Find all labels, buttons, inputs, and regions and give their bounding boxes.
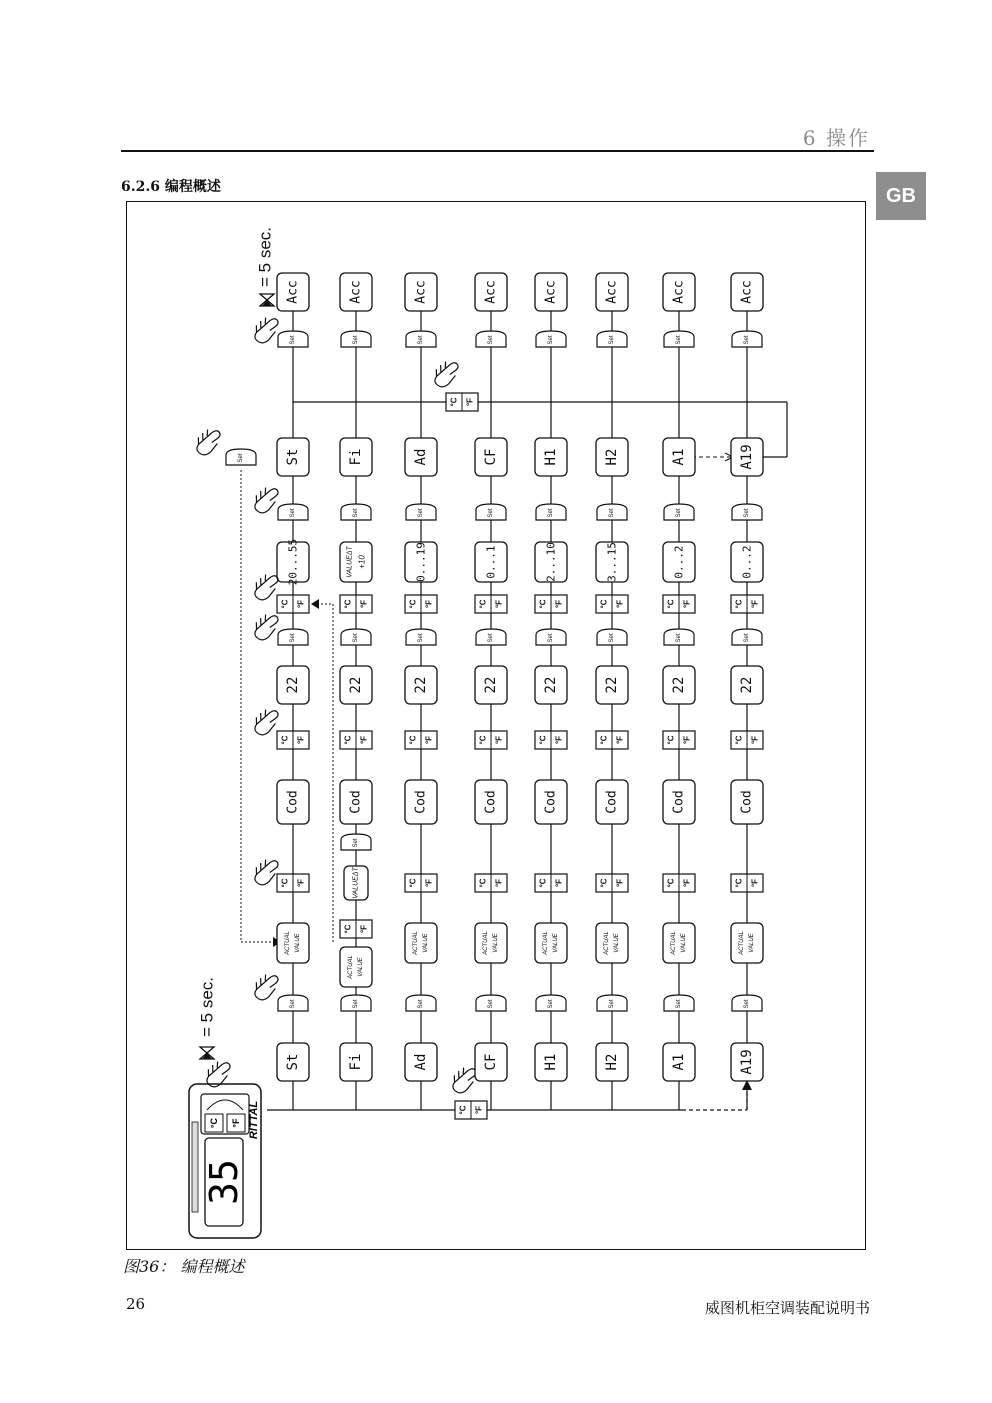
set-key-param bbox=[406, 504, 436, 520]
unit-f-label: °F bbox=[465, 397, 475, 407]
set-key-param bbox=[732, 504, 762, 520]
set-key-bottom bbox=[278, 995, 308, 1011]
set-key-label: Set bbox=[290, 335, 296, 345]
device-c-label: °C bbox=[209, 1117, 219, 1129]
set-key-label: Set bbox=[676, 335, 682, 345]
set-key-value bbox=[278, 629, 308, 645]
actual-value-display bbox=[731, 923, 763, 963]
actual-value-line2: VALUE bbox=[423, 933, 429, 953]
set-key-label: Set bbox=[548, 508, 554, 518]
unit-f-label: °F bbox=[750, 735, 760, 745]
actual-value-display bbox=[535, 923, 567, 963]
parameter-label: A19 bbox=[739, 444, 755, 470]
header-rule bbox=[121, 150, 874, 152]
access-display-text: Acc bbox=[348, 280, 364, 304]
unit-key-range bbox=[731, 595, 763, 613]
unit-key-code bbox=[405, 874, 437, 892]
access-display-text: Acc bbox=[413, 280, 429, 304]
parameter-label: H1 bbox=[543, 448, 559, 466]
set-key-bottom bbox=[341, 995, 371, 1011]
access-display-text: Acc bbox=[543, 280, 559, 304]
unit-c-label: °C bbox=[538, 599, 548, 609]
set-key-label: Set bbox=[353, 508, 359, 518]
set-key-label: Set bbox=[418, 999, 424, 1009]
unit-c-label: °C bbox=[599, 878, 609, 888]
hand-outline bbox=[249, 570, 281, 599]
unit-key-value bbox=[277, 731, 309, 749]
actual-value-line1: ACTUAL bbox=[285, 931, 291, 955]
set-key-value bbox=[536, 629, 566, 645]
time-label-bottom: = 5 sec. bbox=[197, 976, 217, 1038]
set-key-label: Set bbox=[353, 999, 359, 1009]
set-key-label: Set bbox=[609, 335, 615, 345]
set-key-value bbox=[664, 629, 694, 645]
set-key-label: Set bbox=[418, 633, 424, 643]
hand-outline bbox=[191, 425, 223, 454]
unit-f-label: °F bbox=[750, 878, 760, 888]
set-key-label: Set bbox=[548, 999, 554, 1009]
access-display-text: Acc bbox=[483, 280, 499, 304]
unit-key-range bbox=[663, 595, 695, 613]
parameter-label-bottom: A1 bbox=[671, 1053, 687, 1071]
unit-c-label: °C bbox=[666, 599, 676, 609]
set-key-top bbox=[476, 331, 506, 347]
parameter-label-bottom: H1 bbox=[543, 1053, 559, 1071]
unit-c-label: °C bbox=[599, 599, 609, 609]
unit-c-label: °C bbox=[280, 599, 290, 609]
range-text: 0...2 bbox=[740, 545, 754, 579]
hourglass-icon-top bbox=[260, 294, 274, 306]
unit-f-label: °F bbox=[615, 735, 625, 745]
set-key-bottom bbox=[406, 995, 436, 1011]
actual-value-display bbox=[277, 923, 309, 963]
set-key-top bbox=[732, 331, 762, 347]
hand-outline bbox=[249, 610, 281, 639]
access-display-text: Acc bbox=[671, 280, 687, 304]
set-key-label: Set bbox=[609, 508, 615, 518]
access-display-text: Acc bbox=[739, 280, 755, 304]
actual-value-line1: ACTUAL bbox=[413, 931, 419, 955]
value-display-text: 22 bbox=[285, 676, 301, 694]
dotted-return-arrow bbox=[311, 599, 319, 609]
hand-outline bbox=[201, 1057, 233, 1086]
code-display-text: Cod bbox=[348, 790, 364, 814]
set-key-label: Set bbox=[353, 838, 359, 848]
actual-value-display bbox=[340, 947, 372, 987]
unit-f-label: °F bbox=[359, 735, 369, 745]
section-title: 6.2.6 编程概述 bbox=[121, 179, 221, 195]
range-text: 2...10 bbox=[544, 542, 558, 582]
unit-key-range bbox=[277, 595, 309, 613]
value-display-text: 22 bbox=[348, 676, 364, 694]
code-display-text: Cod bbox=[739, 790, 755, 814]
hand-press-icon bbox=[249, 970, 284, 1003]
code-display-text: Cod bbox=[413, 790, 429, 814]
unit-c-label: °C bbox=[408, 878, 418, 888]
set-key-label: Set bbox=[744, 508, 750, 518]
unit-c-label: °C bbox=[478, 735, 488, 745]
parameter-label: Ad bbox=[413, 448, 429, 466]
set-key-param bbox=[664, 504, 694, 520]
hand-outline bbox=[429, 357, 461, 386]
device-f-label: °F bbox=[231, 1118, 241, 1128]
unit-c-label: °C bbox=[408, 599, 418, 609]
actual-value-line1: ACTUAL bbox=[671, 931, 677, 955]
set-key-label: Set bbox=[488, 999, 494, 1009]
unit-f-label: °F bbox=[615, 599, 625, 609]
set-key-value bbox=[341, 629, 371, 645]
chapter-title: 6 操作 bbox=[802, 126, 870, 150]
hand-thumb bbox=[258, 987, 277, 1003]
unit-f-label: °F bbox=[615, 878, 625, 888]
unit-c-label: °C bbox=[478, 878, 488, 888]
value-display-text: 22 bbox=[413, 676, 429, 694]
set-key-top bbox=[406, 331, 436, 347]
value-display-text: 22 bbox=[671, 676, 687, 694]
set-key-param bbox=[597, 504, 627, 520]
device-brand-logo: RITTAL bbox=[248, 1100, 260, 1140]
actual-value-line2: VALUE bbox=[493, 933, 499, 953]
actual-value-line1: ACTUAL bbox=[483, 931, 489, 955]
parameter-label-bottom: H2 bbox=[604, 1053, 620, 1071]
unit-c-label: °C bbox=[343, 735, 353, 745]
unit-f-label: °F bbox=[359, 924, 369, 934]
parameter-label-bottom: A19 bbox=[739, 1049, 755, 1075]
unit-c-label: °C bbox=[538, 735, 548, 745]
unit-key-code bbox=[535, 874, 567, 892]
set-key-label: Set bbox=[238, 453, 244, 463]
unit-c-label: °C bbox=[280, 735, 290, 745]
range-display bbox=[340, 542, 372, 582]
unit-key-value bbox=[405, 731, 437, 749]
set-key-label: Set bbox=[676, 508, 682, 518]
set-key-value bbox=[732, 629, 762, 645]
unit-c-label: °C bbox=[734, 599, 744, 609]
set-key-label: Set bbox=[418, 508, 424, 518]
set-key-bottom bbox=[732, 995, 762, 1011]
set-key-label: Set bbox=[609, 999, 615, 1009]
set-key-bottom bbox=[536, 995, 566, 1011]
parameter-label-bottom: Ad bbox=[413, 1053, 429, 1071]
unit-key-value bbox=[475, 731, 507, 749]
range-text: 0...19 bbox=[414, 542, 428, 582]
set-key-label: Set bbox=[488, 508, 494, 518]
hand-thumb bbox=[258, 330, 277, 346]
set-key-top bbox=[341, 331, 371, 347]
set-key-value bbox=[476, 629, 506, 645]
loop-unit-key bbox=[446, 393, 478, 411]
range-text: 0...2 bbox=[672, 545, 686, 579]
unit-key-fi bbox=[340, 920, 372, 938]
set-key-label: Set bbox=[353, 633, 359, 643]
unit-key-value bbox=[731, 731, 763, 749]
unit-c-label: °C bbox=[666, 735, 676, 745]
code-display-text: Cod bbox=[671, 790, 687, 814]
unit-key-range bbox=[340, 595, 372, 613]
parameter-label: Fi bbox=[348, 448, 364, 466]
actual-value-line2: VALUE bbox=[614, 933, 620, 953]
set-key-value bbox=[597, 629, 627, 645]
range-text-line2: +10 bbox=[357, 555, 367, 569]
dotted-return-path bbox=[317, 604, 333, 942]
unit-f-label: °F bbox=[424, 735, 434, 745]
time-label-top: = 5 sec. bbox=[255, 226, 275, 288]
language-tab: GB bbox=[876, 172, 926, 220]
unit-f-label: °F bbox=[682, 599, 692, 609]
unit-key-value bbox=[535, 731, 567, 749]
parameter-label-bottom: St bbox=[285, 1053, 301, 1071]
set-key-label: Set bbox=[488, 633, 494, 643]
unit-f-label: °F bbox=[494, 735, 504, 745]
set-key-label: Set bbox=[290, 999, 296, 1009]
set-key-bottom bbox=[476, 995, 506, 1011]
set-key-param bbox=[476, 504, 506, 520]
unit-c-label: °C bbox=[538, 878, 548, 888]
set-key-label: Set bbox=[548, 633, 554, 643]
unit-f-label: °F bbox=[554, 878, 564, 888]
unit-f-label: °F bbox=[474, 1105, 484, 1115]
code-display-text: Cod bbox=[543, 790, 559, 814]
actual-value-line1: ACTUAL bbox=[604, 931, 610, 955]
side-hand-icon bbox=[191, 425, 226, 458]
code-display-text: Cod bbox=[285, 790, 301, 814]
parameter-label-bottom: CF bbox=[483, 1053, 499, 1071]
unit-c-label: °C bbox=[599, 735, 609, 745]
actual-value-line1: ACTUAL bbox=[543, 931, 549, 955]
bus-unit-key bbox=[455, 1101, 487, 1119]
unit-key-range bbox=[535, 595, 567, 613]
unit-key-range bbox=[596, 595, 628, 613]
hand-thumb bbox=[438, 374, 457, 390]
unit-key-value bbox=[663, 731, 695, 749]
unit-c-label: °C bbox=[408, 735, 418, 745]
set-key-top bbox=[278, 331, 308, 347]
unit-f-label: °F bbox=[296, 735, 306, 745]
value-display-text: 22 bbox=[739, 676, 755, 694]
parameter-label: CF bbox=[483, 448, 499, 466]
hand-thumb bbox=[200, 442, 219, 458]
unit-key-code bbox=[277, 874, 309, 892]
unit-key-range bbox=[475, 595, 507, 613]
unit-f-label: °F bbox=[296, 599, 306, 609]
hand-outline bbox=[249, 970, 281, 999]
hand-outline bbox=[447, 1063, 479, 1092]
hourglass-icon-bottom bbox=[200, 1047, 214, 1059]
set-key-label: Set bbox=[676, 999, 682, 1009]
unit-f-label: °F bbox=[554, 599, 564, 609]
set-key-label: Set bbox=[418, 335, 424, 345]
set-key-label: Set bbox=[744, 633, 750, 643]
range-text: 20...55 bbox=[286, 538, 300, 586]
range-text: 0...1 bbox=[484, 545, 498, 579]
set-key-label: Set bbox=[609, 633, 615, 643]
value-display-text: 22 bbox=[604, 676, 620, 694]
unit-c-label: °C bbox=[734, 735, 744, 745]
hand-thumb bbox=[258, 587, 277, 603]
loop-hand-icon bbox=[429, 357, 464, 390]
unit-c-label: °C bbox=[478, 599, 488, 609]
unit-f-label: °F bbox=[494, 878, 504, 888]
actual-value-line2: VALUE bbox=[295, 933, 301, 953]
unit-f-label: °F bbox=[296, 878, 306, 888]
unit-f-label: °F bbox=[494, 599, 504, 609]
unit-key-value bbox=[340, 731, 372, 749]
set-key-value bbox=[406, 629, 436, 645]
set-key-top bbox=[597, 331, 627, 347]
set-key-top bbox=[536, 331, 566, 347]
actual-value-display bbox=[405, 923, 437, 963]
actual-value-line2: VALUE bbox=[681, 933, 687, 953]
value-display-text: 22 bbox=[483, 676, 499, 694]
hand-thumb bbox=[258, 627, 277, 643]
range-text-line1: VALUEΔT bbox=[346, 546, 354, 578]
unit-f-label: °F bbox=[424, 878, 434, 888]
device-side-grip bbox=[192, 1122, 198, 1212]
device-display-value: 35 bbox=[202, 1159, 246, 1205]
hand-thumb bbox=[258, 722, 277, 738]
unit-f-label: °F bbox=[682, 878, 692, 888]
range-text: 3...15 bbox=[605, 542, 619, 582]
unit-c-label: °C bbox=[343, 599, 353, 609]
actual-value-line2: VALUE bbox=[553, 933, 559, 953]
set-key-fi bbox=[341, 834, 371, 850]
programming-flow-diagram bbox=[127, 202, 867, 1251]
figure-caption: 图36： 编程概述 bbox=[123, 1257, 245, 1276]
page-number: 26 bbox=[126, 1295, 146, 1313]
code-display-text: Cod bbox=[604, 790, 620, 814]
set-key-label: Set bbox=[290, 508, 296, 518]
unit-key-value bbox=[596, 731, 628, 749]
programming-overview-figure bbox=[126, 201, 866, 1250]
unit-c-label: °C bbox=[449, 397, 459, 407]
unit-key-range bbox=[405, 595, 437, 613]
parameter-label: St bbox=[285, 448, 301, 466]
document-title: 威图机柜空调装配说明书 bbox=[704, 1299, 870, 1317]
unit-key-code bbox=[731, 874, 763, 892]
access-display-text: Acc bbox=[604, 280, 620, 304]
actual-value-line2: VALUE bbox=[358, 957, 364, 977]
set-key-param bbox=[278, 504, 308, 520]
value-dt-text: VALUEΔT bbox=[352, 867, 360, 899]
set-key-label: Set bbox=[488, 335, 494, 345]
unit-c-label: °C bbox=[666, 878, 676, 888]
unit-c-label: °C bbox=[734, 878, 744, 888]
unit-f-label: °F bbox=[682, 735, 692, 745]
actual-value-line1: ACTUAL bbox=[739, 931, 745, 955]
actual-value-display bbox=[663, 923, 695, 963]
hand-outline bbox=[249, 483, 281, 512]
unit-f-label: °F bbox=[359, 599, 369, 609]
hand-thumb bbox=[258, 872, 277, 888]
set-key-bottom bbox=[597, 995, 627, 1011]
set-key-label: Set bbox=[744, 335, 750, 345]
hand-thumb bbox=[258, 500, 277, 516]
actual-value-display bbox=[596, 923, 628, 963]
unit-f-label: °F bbox=[750, 599, 760, 609]
unit-f-label: °F bbox=[424, 599, 434, 609]
hand-outline bbox=[249, 313, 281, 342]
unit-key-code bbox=[596, 874, 628, 892]
unit-key-code bbox=[475, 874, 507, 892]
parameter-label: A1 bbox=[671, 448, 687, 466]
set-key-label: Set bbox=[676, 633, 682, 643]
hand-outline bbox=[249, 705, 281, 734]
set-key-label: Set bbox=[744, 999, 750, 1009]
actual-value-line2: VALUE bbox=[749, 933, 755, 953]
set-key-param bbox=[536, 504, 566, 520]
unit-c-label: °C bbox=[458, 1105, 468, 1115]
code-display-text: Cod bbox=[483, 790, 499, 814]
unit-c-label: °C bbox=[280, 878, 290, 888]
actual-value-display bbox=[475, 923, 507, 963]
parameter-label: H2 bbox=[604, 448, 620, 466]
set-key-label: Set bbox=[353, 335, 359, 345]
actual-value-line1: ACTUAL bbox=[348, 955, 354, 979]
set-key-label: Set bbox=[290, 633, 296, 643]
controller-device bbox=[189, 1084, 261, 1238]
access-display-text: Acc bbox=[285, 280, 301, 304]
side-set-key bbox=[226, 449, 256, 465]
unit-key-code bbox=[663, 874, 695, 892]
value-display-text: 22 bbox=[543, 676, 559, 694]
hand-thumb bbox=[456, 1080, 475, 1096]
hand-outline bbox=[249, 855, 281, 884]
set-key-top bbox=[664, 331, 694, 347]
set-key-label: Set bbox=[548, 335, 554, 345]
unit-f-label: °F bbox=[554, 735, 564, 745]
parameter-label-bottom: Fi bbox=[348, 1053, 364, 1071]
set-key-param bbox=[341, 504, 371, 520]
unit-c-label: °C bbox=[343, 924, 353, 934]
set-key-bottom bbox=[664, 995, 694, 1011]
